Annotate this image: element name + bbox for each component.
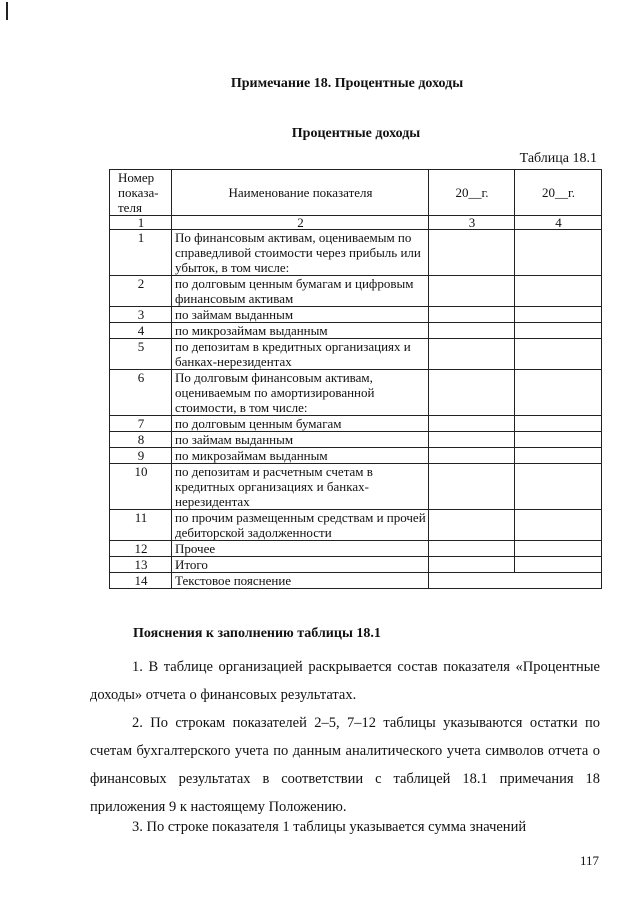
row-text-explanation: [429, 573, 602, 589]
row-number: 1: [110, 230, 172, 276]
table-row: [110, 416, 602, 432]
row-value-2: [515, 323, 602, 339]
table-row: [110, 307, 602, 323]
row-value-2: [515, 307, 602, 323]
row-name: По финансовым активам, оцениваемым по справедливой стоимости через прибыль или убыток, в том числе:: [172, 230, 429, 276]
row-number: 10: [110, 464, 172, 510]
row-value-2: [515, 541, 602, 557]
column-index: 4: [515, 216, 602, 230]
row-value-1: [429, 307, 515, 323]
table-row: [110, 557, 602, 573]
row-value-1: [429, 276, 515, 307]
table-row: [110, 573, 602, 589]
column-index: 3: [429, 216, 515, 230]
table-row: [110, 230, 602, 276]
row-number: 2: [110, 276, 172, 307]
row-value-2: [515, 276, 602, 307]
margin-mark: [6, 2, 8, 20]
table-row: [110, 370, 602, 416]
row-value-2: [515, 432, 602, 448]
row-value-1: [429, 230, 515, 276]
row-value-1: [429, 448, 515, 464]
row-value-1: [429, 432, 515, 448]
note-title: Примечание 18. Процентные доходы: [230, 76, 464, 91]
row-name: Текстовое пояснение: [172, 573, 429, 589]
row-name: по долговым ценным бумагам и цифровым финансовым активам: [172, 276, 429, 307]
row-value-2: [515, 510, 602, 541]
row-value-1: [429, 541, 515, 557]
row-value-2: [515, 557, 602, 573]
row-name: по депозитам в кредитных организациях и банках-нерезидентах: [172, 339, 429, 370]
row-value-2: [515, 416, 602, 432]
paragraph: 3. По строке показателя 1 таблицы указывается сумма значений: [132, 819, 527, 835]
row-value-1: [429, 323, 515, 339]
row-value-1: [429, 557, 515, 573]
row-value-1: [429, 464, 515, 510]
row-value-1: [429, 370, 515, 416]
table-row: [110, 464, 602, 510]
interest-income-table: [109, 169, 602, 589]
row-number: 3: [110, 307, 172, 323]
table-row: [110, 432, 602, 448]
explanations-heading: Пояснения к заполнению таблицы 18.1: [133, 626, 381, 641]
row-name: по займам выданным: [172, 432, 429, 448]
table-row: [110, 510, 602, 541]
row-name: Прочее: [172, 541, 429, 557]
row-name: по займам выданным: [172, 307, 429, 323]
row-number: 5: [110, 339, 172, 370]
row-number: 7: [110, 416, 172, 432]
header-period-2: 20__г.: [515, 170, 602, 216]
row-name: по микрозаймам выданным: [172, 448, 429, 464]
table-row: [110, 323, 602, 339]
column-index: 2: [172, 216, 429, 230]
row-value-1: [429, 416, 515, 432]
table-row: [110, 339, 602, 370]
row-value-2: [515, 370, 602, 416]
row-name: по прочим размещенным средствам и прочей дебиторской задолженности: [172, 510, 429, 541]
row-number: 14: [110, 573, 172, 589]
header-indicator-name: Наименование показателя: [172, 170, 429, 216]
row-name: По долговым финансовым активам, оцениваемым по амортизированной стоимости, в том числе:: [172, 370, 429, 416]
table-row: [110, 276, 602, 307]
row-number: 11: [110, 510, 172, 541]
row-name: Итого: [172, 557, 429, 573]
row-value-1: [429, 510, 515, 541]
row-number: 4: [110, 323, 172, 339]
row-name: по долговым ценным бумагам: [172, 416, 429, 432]
table-row: [110, 448, 602, 464]
row-name: по микрозаймам выданным: [172, 323, 429, 339]
table-title: Процентные доходы: [291, 126, 421, 141]
row-number: 8: [110, 432, 172, 448]
header-indicator-number: Номер показа-теля: [110, 170, 172, 216]
row-number: 6: [110, 370, 172, 416]
row-name: по депозитам и расчетным счетам в кредитных организациях и банках-нерезидентах: [172, 464, 429, 510]
page-number: 117: [579, 853, 599, 868]
paragraph: 2. По строкам показателей 2–5, 7–12 таблицы указываются остатки по счетам бухгалтерского учета по данным аналитического учета символов отчета о финансовых результатах в соответствии с таблицей 18.1 примечания 18 приложения 9 к настоящему Положению.: [90, 715, 600, 815]
row-value-1: [429, 339, 515, 370]
row-number: 9: [110, 448, 172, 464]
header-period-1: 20__г.: [429, 170, 515, 216]
row-value-2: [515, 448, 602, 464]
column-index: 1: [110, 216, 172, 230]
row-number: 13: [110, 557, 172, 573]
row-value-2: [515, 339, 602, 370]
row-value-2: [515, 464, 602, 510]
row-number: 12: [110, 541, 172, 557]
paragraph: 1. В таблице организацией раскрывается состав показателя «Процентные доходы» отчета о финансовых результатах.: [90, 659, 600, 703]
row-value-2: [515, 230, 602, 276]
table-row: [110, 541, 602, 557]
column-index-row: [110, 216, 602, 230]
table-number: Таблица 18.1: [519, 151, 597, 166]
